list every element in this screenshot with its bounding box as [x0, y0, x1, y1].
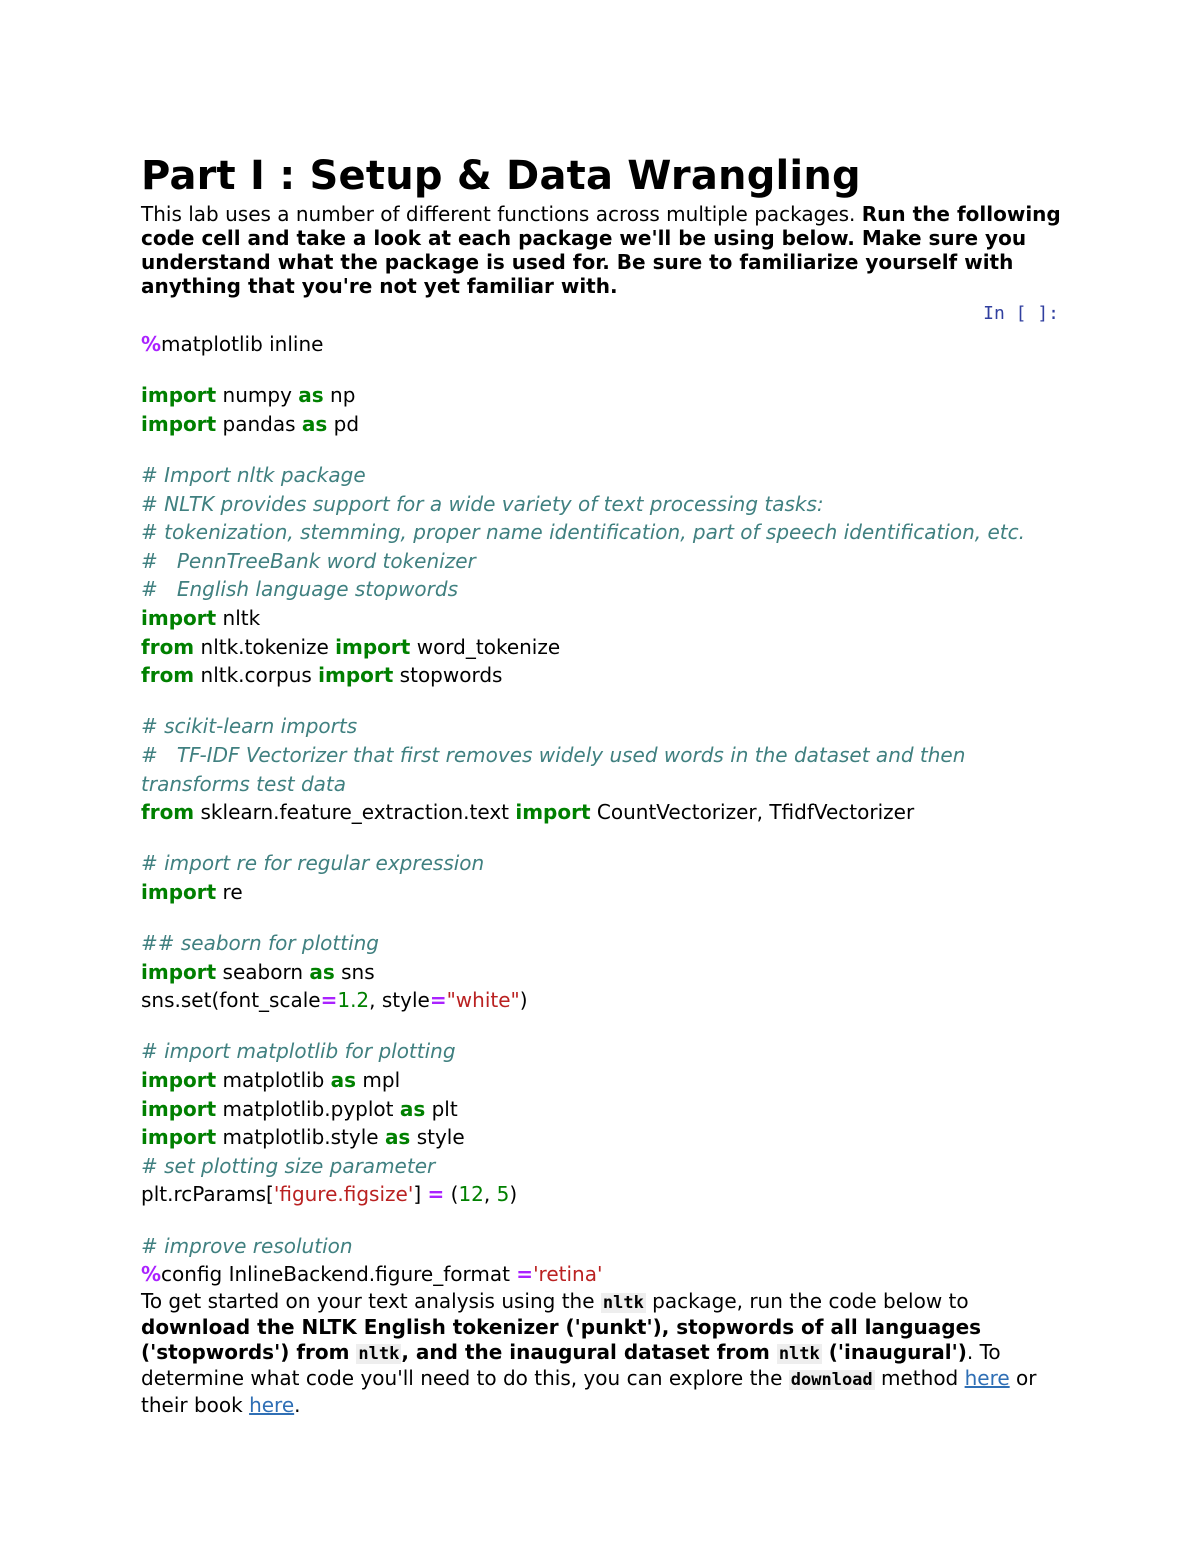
inline-code: nltk — [602, 1292, 644, 1313]
inline-code: download — [790, 1370, 873, 1391]
document-page — [141, 150, 1061, 1417]
code-comment: # improve resolution — [141, 1233, 353, 1258]
code-comment: # PennTreeBank word tokenizer — [141, 548, 476, 573]
code-line: from nltk.tokenize import word_tokenize — [141, 634, 561, 659]
inline-code: nltk — [358, 1343, 400, 1364]
code-line: import pandas as pd — [141, 411, 360, 436]
intro-paragraph — [141, 202, 1061, 298]
code-line: %config InlineBackend.figure_format ='retina' — [141, 1262, 603, 1287]
code-comment: # import re for regular expression — [141, 851, 485, 876]
code-line: import nltk — [141, 605, 261, 630]
intro-text: This lab uses a number of different functions across multiple packages. — [141, 202, 862, 226]
code-line: import matplotlib as mpl — [141, 1068, 401, 1093]
code-comment: # set plotting size parameter — [141, 1153, 436, 1178]
code-line: %matplotlib inline — [141, 332, 324, 356]
code-line: import re — [141, 879, 243, 904]
page-title: Part I : Setup & Data Wrangling — [141, 153, 861, 199]
cell-prompt: In [ ]: — [983, 303, 1059, 324]
code-comment: # Import nltk package — [141, 462, 366, 487]
code-cell[interactable] — [141, 330, 1061, 1289]
download-docs-link[interactable]: here — [964, 1366, 1010, 1391]
code-comment: # English language stopwords — [141, 577, 459, 602]
nltk-book-link[interactable]: here — [249, 1392, 295, 1417]
code-comment: # TF-IDF Vectorizer that first removes widely used words in the dataset and then — [141, 742, 966, 767]
code-line: import numpy as np — [141, 383, 356, 408]
code-comment: # tokenization, stemming, proper name identification, part of speech identification, etc. — [141, 520, 1025, 545]
code-comment: transforms test data — [141, 771, 346, 796]
code-line: import matplotlib.style as style — [141, 1125, 465, 1150]
code-line: plt.rcParams['figure.figsize'] = (12, 5) — [141, 1182, 518, 1207]
inline-code: nltk — [778, 1343, 820, 1364]
intro-bold-text: Run the following code cell and take a look at each package we'll be using below. Make sure you understand what the package is used for. Be sure to familiarize yourself with anything that you're not yet familiar with. — [141, 202, 1061, 298]
code-line: sns.set(font_scale=1.2, style="white") — [141, 988, 528, 1013]
code-comment: ## seaborn for plotting — [141, 931, 379, 956]
code-comment: # NLTK provides support for a wide variety of text processing tasks: — [141, 491, 824, 516]
outro-paragraph: To get started on your text analysis using the nltk package, run the code below to download the NLTK English tokenizer ('punkt'), stopwords of all languages ('stopwords') from nltk , and the inaugural dataset from nltk ('inaugural'). To determine what code you'll need to do this, you can explore the download method here or their book here. — [141, 1288, 1037, 1417]
code-line: from nltk.corpus import stopwords — [141, 663, 503, 688]
code-comment: # scikit-learn imports — [141, 714, 358, 739]
code-line: from sklearn.feature_extraction.text import CountVectorizer, TfidfVectorizer — [141, 800, 915, 825]
code-line: import matplotlib.pyplot as plt — [141, 1096, 458, 1121]
code-line: import seaborn as sns — [141, 959, 375, 984]
code-comment: # import matplotlib for plotting — [141, 1039, 456, 1064]
